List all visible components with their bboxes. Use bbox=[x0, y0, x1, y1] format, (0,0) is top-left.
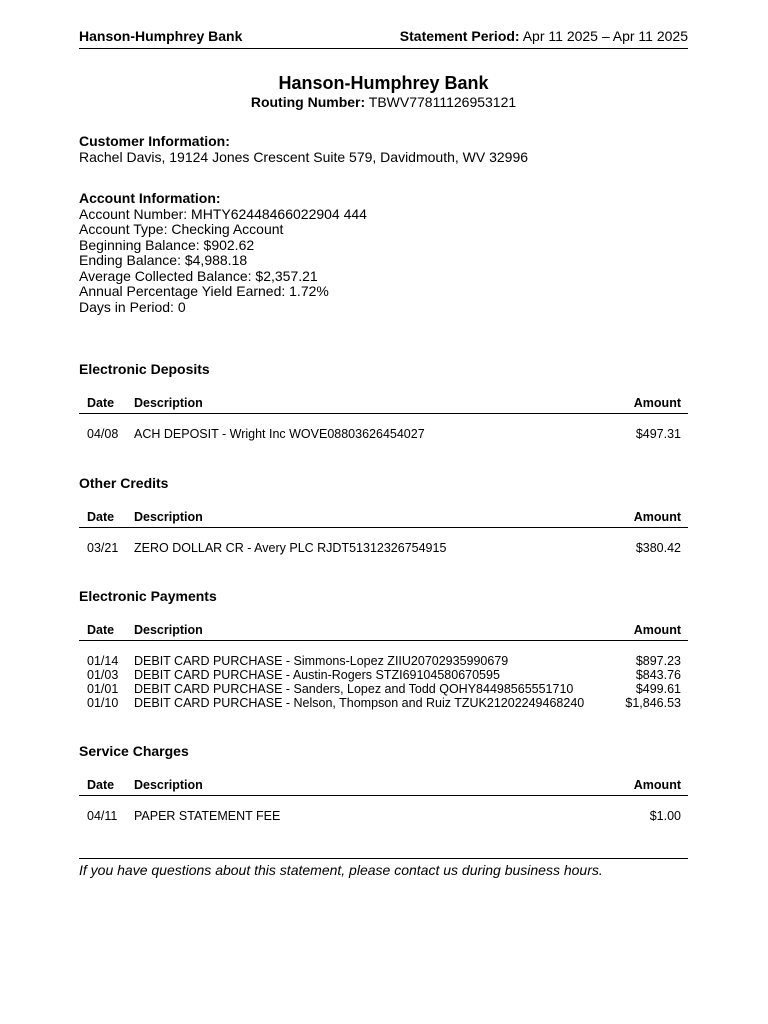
transaction-date: 03/21 bbox=[87, 541, 119, 555]
account-information bbox=[79, 191, 688, 315]
annual-percentage-yield: Annual Percentage Yield Earned: 1.72% bbox=[79, 283, 329, 299]
table-row bbox=[79, 427, 688, 441]
transaction-description: PAPER STATEMENT FEE bbox=[134, 809, 281, 823]
transaction-description: ZERO DOLLAR CR - Avery PLC RJDT51312326754915 bbox=[134, 541, 447, 555]
routing-value: TBWV77811126953121 bbox=[368, 94, 517, 110]
beginning-balance: Beginning Balance: $902.62 bbox=[79, 236, 255, 253]
transaction-date: 01/10 bbox=[87, 696, 119, 710]
date-column-header: Date bbox=[79, 510, 134, 528]
description-column-header: Description bbox=[134, 396, 601, 414]
section-title: Service Charges bbox=[79, 743, 189, 759]
account-number: Account Number: MHTY62448466022904 444 bbox=[79, 205, 367, 222]
statement-period-value: Apr 11 2025 – Apr 11 2025 bbox=[522, 28, 688, 44]
amount-column-header: Amount bbox=[606, 510, 688, 528]
description-column-header: Description bbox=[134, 510, 606, 528]
statement-period-label: Statement Period: bbox=[399, 28, 520, 44]
customer-information bbox=[79, 134, 688, 165]
table-row bbox=[79, 654, 688, 668]
table-row bbox=[79, 809, 688, 823]
transactions-table bbox=[79, 396, 688, 441]
table-row bbox=[79, 541, 688, 555]
transaction-amount: $1,846.53 bbox=[625, 696, 681, 710]
date-column-header: Date bbox=[79, 396, 134, 414]
transaction-date: 04/11 bbox=[87, 809, 118, 823]
section-title: Electronic Payments bbox=[79, 588, 217, 604]
section-title: Electronic Deposits bbox=[79, 361, 210, 377]
routing-number bbox=[79, 94, 688, 111]
service-charges-section bbox=[79, 743, 688, 823]
table-header-row bbox=[79, 623, 688, 641]
table-row bbox=[79, 682, 688, 696]
table-row bbox=[79, 668, 688, 682]
transactions-table bbox=[79, 623, 688, 710]
transaction-amount: $499.61 bbox=[635, 682, 681, 696]
table-header-row bbox=[79, 778, 688, 796]
statement-period bbox=[400, 27, 688, 45]
transaction-date: 01/14 bbox=[87, 654, 119, 668]
transaction-amount: $497.31 bbox=[635, 427, 681, 441]
section-title: Other Credits bbox=[79, 475, 169, 491]
description-column-header: Description bbox=[134, 778, 538, 796]
footer-note: If you have questions about this statement, please contact us during business hours. bbox=[79, 858, 688, 879]
transaction-date: 01/01 bbox=[87, 682, 119, 696]
transactions-table bbox=[79, 778, 688, 823]
transactions-table bbox=[79, 510, 688, 555]
other-credits-section bbox=[79, 475, 688, 555]
ending-balance: Ending Balance: $4,988.18 bbox=[79, 252, 248, 268]
account-heading: Account Information: bbox=[79, 190, 221, 206]
customer-details: Rachel Davis, 19124 Jones Crescent Suite 579, Davidmouth, WV 32996 bbox=[79, 148, 529, 165]
table-row bbox=[79, 696, 688, 710]
page-header bbox=[79, 27, 688, 49]
transaction-amount: $1.00 bbox=[649, 809, 681, 823]
transaction-date: 04/08 bbox=[87, 427, 119, 441]
amount-column-header: Amount bbox=[538, 778, 688, 796]
days-in-period: Days in Period: 0 bbox=[79, 298, 186, 315]
transaction-description: DEBIT CARD PURCHASE - Simmons-Lopez ZIIU20702935990679 bbox=[134, 654, 509, 668]
amount-column-header: Amount bbox=[620, 623, 688, 641]
transaction-description: ACH DEPOSIT - Wright Inc WOVE08803626454027 bbox=[134, 427, 425, 441]
average-collected-balance: Average Collected Balance: $2,357.21 bbox=[79, 267, 318, 284]
customer-heading: Customer Information: bbox=[79, 133, 230, 149]
account-type: Account Type: Checking Account bbox=[79, 221, 284, 237]
transaction-date: 01/03 bbox=[87, 668, 119, 682]
transaction-description: DEBIT CARD PURCHASE - Nelson, Thompson and Ruiz TZUK21202249468240 bbox=[134, 696, 585, 710]
header-bank-name: Hanson-Humphrey Bank bbox=[79, 28, 243, 44]
routing-label: Routing Number: bbox=[250, 94, 366, 110]
document-title: Hanson-Humphrey Bank bbox=[278, 73, 489, 93]
table-header-row bbox=[79, 396, 688, 414]
transaction-amount: $843.76 bbox=[635, 668, 681, 682]
electronic-payments-section bbox=[79, 588, 688, 710]
title-block bbox=[79, 72, 688, 111]
description-column-header: Description bbox=[134, 623, 620, 641]
transaction-amount: $897.23 bbox=[635, 654, 681, 668]
date-column-header: Date bbox=[79, 623, 134, 641]
transaction-description: DEBIT CARD PURCHASE - Austin-Rogers STZI69104580670595 bbox=[134, 668, 500, 682]
amount-column-header: Amount bbox=[601, 396, 688, 414]
electronic-deposits-section bbox=[79, 361, 688, 441]
transaction-description: DEBIT CARD PURCHASE - Sanders, Lopez and Todd QOHY84498565551710 bbox=[134, 682, 574, 696]
transaction-amount: $380.42 bbox=[635, 541, 681, 555]
table-header-row bbox=[79, 510, 688, 528]
date-column-header: Date bbox=[79, 778, 134, 796]
